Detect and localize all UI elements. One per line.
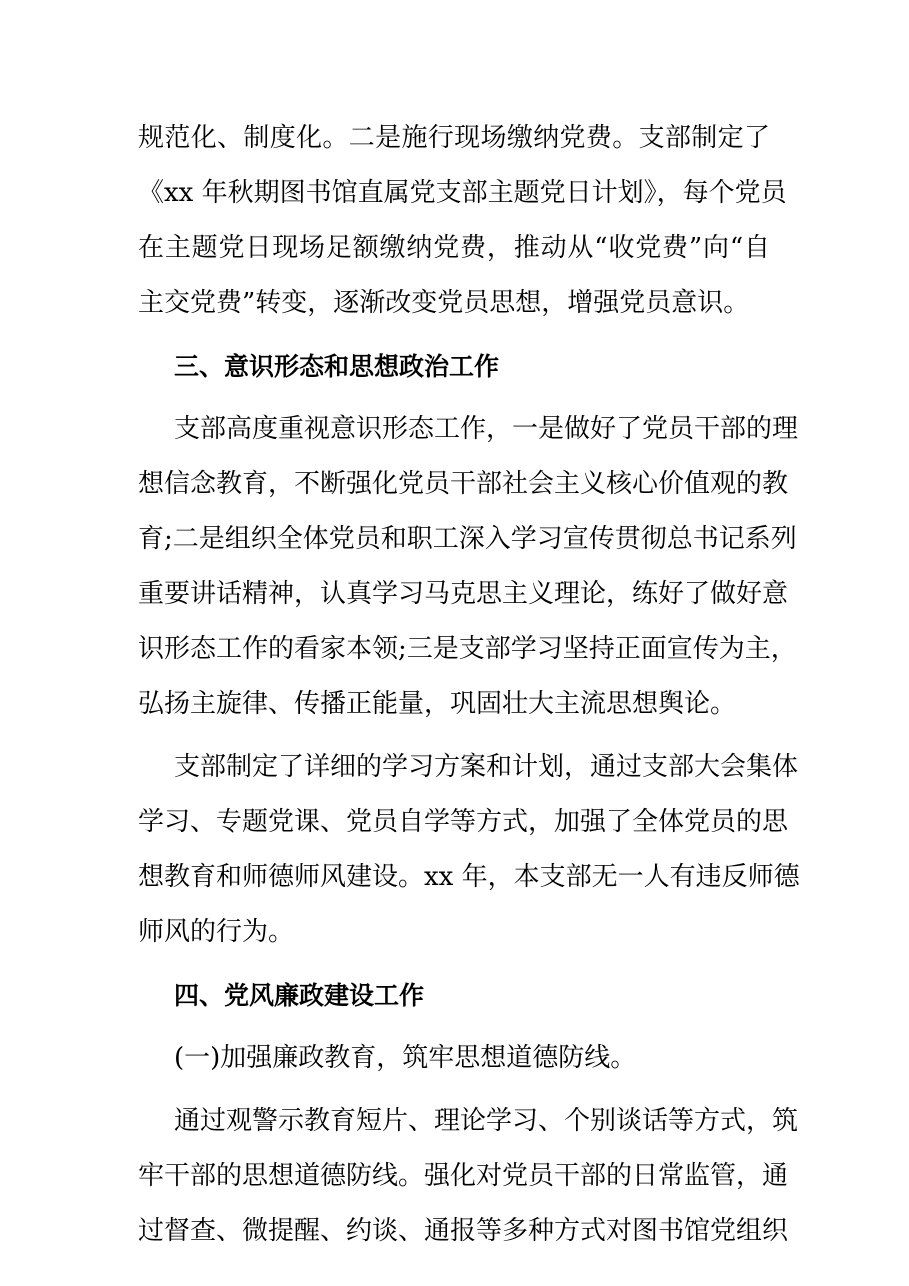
paragraph-4-line-2: 牢干部的思想道德防线。强化对党员干部的日常监管，通 [138,1161,789,1191]
paragraph-2-line-5: 识形态工作的看家本领;三是支部学习坚持正面宣传为主， [138,634,797,664]
paragraph-3-line-2: 学习、专题党课、党员自学等方式，加强了全体党员的思 [138,807,789,837]
paragraph-1-line-2: 《xx 年秋期图书馆直属党支部主题党日计划》，每个党员 [138,178,787,208]
section-heading-4: 四、党风廉政建设工作 [174,981,425,1010]
paragraph-1-line-4: 主交党费”转变，逐渐改变党员思想，增强党员意识。 [138,288,750,318]
paragraph-2-line-2: 想信念教育，不断强化党员干部社会主义核心价值观的教 [138,469,789,499]
paragraph-2-line-1: 支部高度重视意识形态工作，一是做好了党员干部的理 [174,414,799,444]
paragraph-3-line-4: 师风的行为。 [138,917,295,947]
paragraph-4-line-3: 过督查、微提醒、约谈、通报等多种方式对图书馆党组织 [138,1216,789,1246]
paragraph-2-line-3: 育;二是组织全体党员和职工深入学习宣传贯彻总书记系列 [138,524,797,554]
paragraph-1-line-1: 规范化、制度化。二是施行现场缴纳党费。支部制定了 [138,123,770,153]
paragraph-2-line-4: 重要讲话精神，认真学习马克思主义理论，练好了做好意 [138,579,789,609]
document-body [138,123,800,1246]
subsection-heading-1: (一)加强廉政教育，筑牢思想道德防线。 [174,1043,637,1073]
section-heading-3: 三、意识形态和思想政治工作 [174,352,500,381]
paragraph-4-line-1: 通过观警示教育短片、理论学习、个别谈话等方式，筑 [174,1106,799,1136]
paragraph-3-line-1: 支部制定了详细的学习方案和计划，通过支部大会集体 [174,752,799,782]
paragraph-3-line-3: 想教育和师德师风建设。xx 年，本支部无一人有违反师德 [138,862,800,892]
paragraph-1-line-3: 在主题党日现场足额缴纳党费，推动从“收党费”向“自 [138,233,770,263]
paragraph-2-line-6: 弘扬主旋律、传播正能量，巩固壮大主流思想舆论。 [138,689,737,719]
